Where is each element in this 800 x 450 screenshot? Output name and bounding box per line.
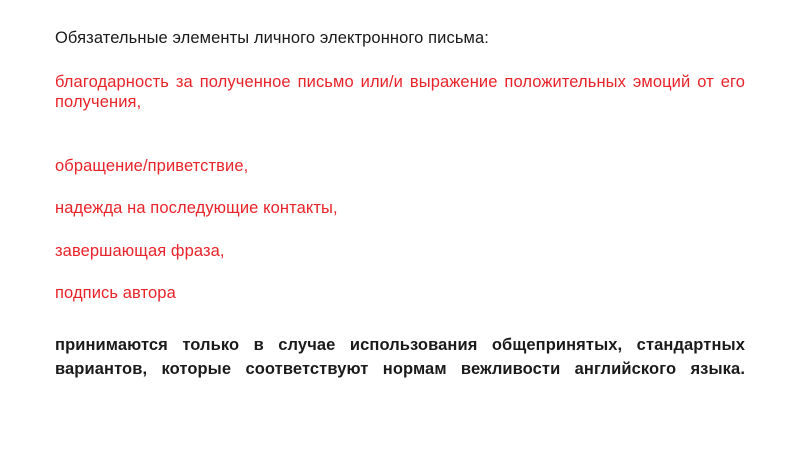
- list-item: подпись автора: [55, 284, 176, 303]
- closing-paragraph: принимаются только в случае использования общепринятых, стандартных вариантов, которые соответствуют нормам вежливости английского языка.: [55, 336, 745, 378]
- list-item: завершающая фраза,: [55, 241, 225, 260]
- list-item: обращение/приветствие,: [55, 156, 249, 175]
- list-item: благодарность за полученное письмо или/и выражение положительных эмоций от его получения,: [55, 72, 745, 112]
- list-item: надежда на последующие контакты,: [55, 199, 338, 218]
- slide-heading: Обязательные элементы личного электронного письма:: [55, 29, 489, 47]
